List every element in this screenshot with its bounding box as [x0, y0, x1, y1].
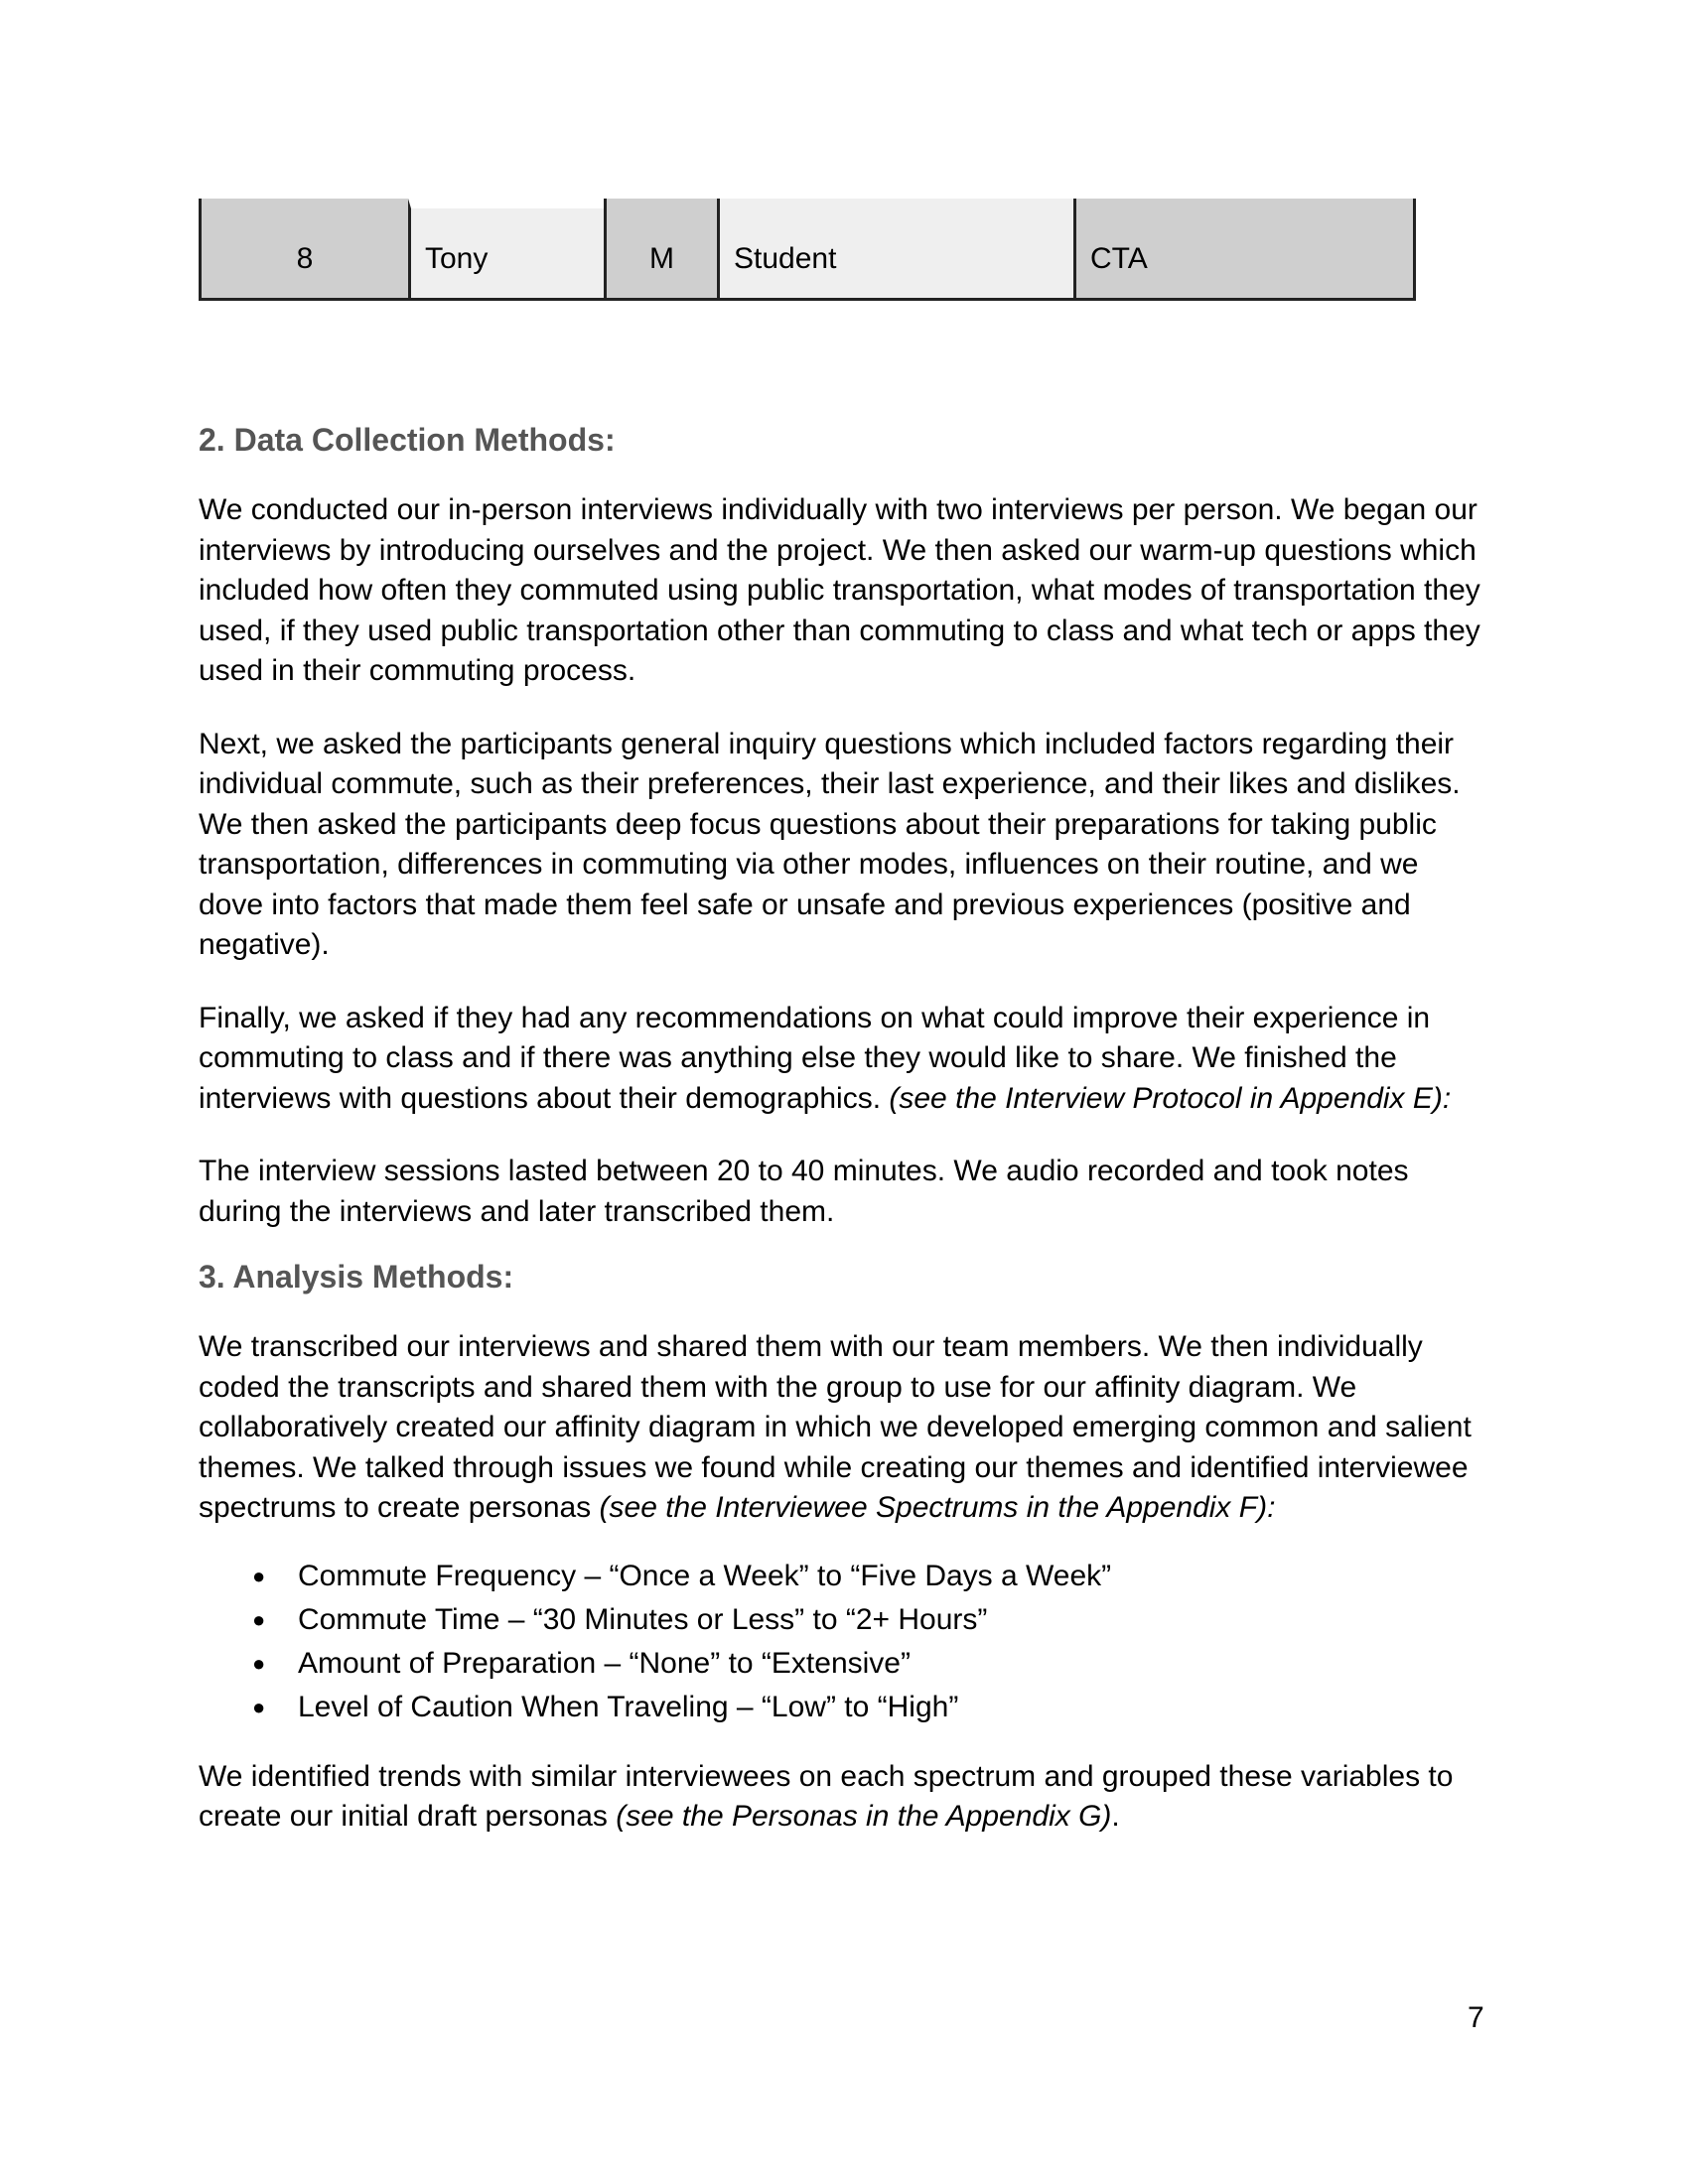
page-number: 7 [1468, 2001, 1484, 2034]
spectrum-list [199, 1555, 1489, 1729]
participant-occupation: Student [734, 242, 837, 275]
participant-transit: CTA [1090, 242, 1148, 275]
analysis-paragraph-2-end: . [1111, 1800, 1120, 1833]
bullet-icon: ● [252, 1650, 266, 1676]
analysis-heading: 3. Analysis Methods: [199, 1259, 514, 1295]
analysis-paragraph-1-text: We transcribed our interviews and shared them with our team members. We then individually coded the transcripts and shared them with the group to use for our affinity diagram. We collaboratively created our affinity diagram in which we developed emerging common and salient themes. We talked through issues we found while creating our themes and identified interviewee spectrums to create personas [199, 1330, 1472, 1524]
data-collection-paragraph-2: Next, we asked the participants general inquiry questions which included factors regarding their individual commute, such as their preferences, their last experience, and their likes and dislikes. We then asked the participants deep focus questions about their preparations for taking public transportation, differences in commuting via other modes, influences on their routine, and we dove into factors that made them feel safe or unsafe and previous experiences (positive and negative). [199, 727, 1461, 961]
cell-participant-name [408, 199, 604, 298]
participant-number: 8 [296, 242, 314, 275]
analysis-paragraph-2-text: We identified trends with similar interviewees on each spectrum and grouped these variables to create our initial draft personas [199, 1759, 1454, 1833]
participants-table-row [199, 199, 1416, 301]
participant-gender: M [649, 242, 674, 275]
list-item [199, 1642, 1489, 1686]
data-collection-paragraph-4: The interview sessions lasted between 20 to 40 minutes. We audio recorded and took notes during the interviews and later transcribed them. [199, 1155, 1409, 1228]
cell-participant-transit [1073, 199, 1413, 298]
personas-reference: (see the Personas in the Appendix G) [616, 1800, 1112, 1833]
participant-name: Tony [425, 242, 489, 275]
analysis-paragraph-2 [199, 1757, 1489, 1838]
cell-participant-occupation [717, 199, 1073, 298]
list-item-text: Level of Caution When Traveling – “Low” to “High” [298, 1690, 959, 1723]
analysis-paragraph-1 [199, 1327, 1489, 1529]
list-item [199, 1686, 1489, 1729]
document-body [199, 417, 1489, 1838]
bullet-icon: ● [252, 1606, 266, 1632]
data-collection-paragraph-1: We conducted our in-person interviews individually with two interviews per person. We began our interviews by introducing ourselves and the project. We then asked our warm-up questions which included how often they commuted using public transportation, what modes of transportation they used, if they used public transportation other than commuting to class and what tech or apps they used in their commuting process. [199, 493, 1480, 687]
data-collection-paragraph-3 [199, 999, 1489, 1120]
list-item [199, 1598, 1489, 1642]
interview-protocol-reference: (see the Interview Protocol in Appendix E): [889, 1081, 1452, 1115]
list-item-text: Commute Time – “30 Minutes or Less” to “2+ Hours” [298, 1602, 988, 1636]
data-collection-heading: 2. Data Collection Methods: [199, 422, 616, 458]
list-item-text: Amount of Preparation – “None” to “Extensive” [298, 1646, 911, 1680]
cell-participant-number [202, 199, 408, 298]
cell-participant-gender [604, 199, 717, 298]
bullet-icon: ● [252, 1694, 266, 1719]
list-item-text: Commute Frequency – “Once a Week” to “Five Days a Week” [298, 1559, 1112, 1592]
interviewee-spectrums-reference: (see the Interviewee Spectrums in the Appendix F): [599, 1491, 1276, 1524]
bullet-icon: ● [252, 1563, 266, 1588]
list-item [199, 1555, 1489, 1598]
data-collection-paragraph-3-text: Finally, we asked if they had any recommendations on what could improve their experience in commuting to class and if there was anything else they would like to share. We finished the interviews with questions about their demographics. [199, 1001, 1431, 1115]
